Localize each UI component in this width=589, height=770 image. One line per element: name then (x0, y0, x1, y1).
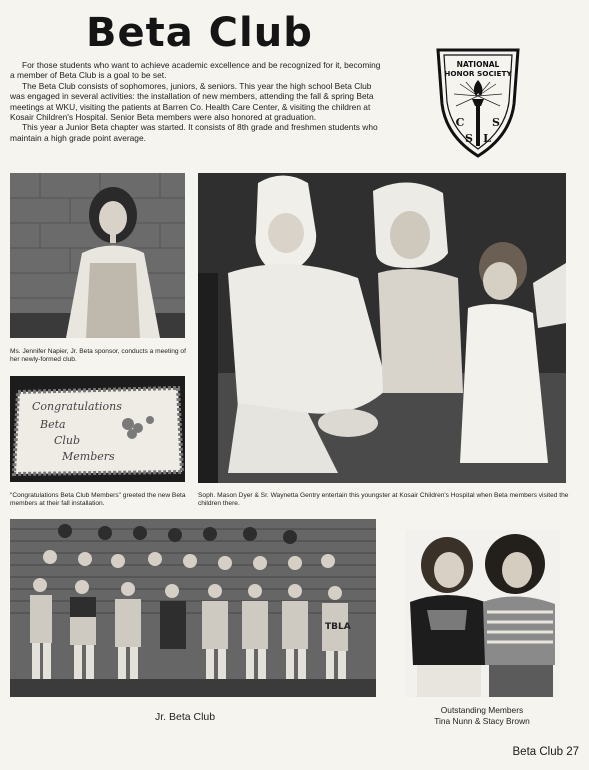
cake-text-1: Congratulations (32, 400, 122, 413)
page-title: Beta Club (86, 10, 313, 56)
emblem-line2: HONOR SOCIETY (444, 69, 512, 78)
cake-text-4: Members (62, 450, 115, 463)
cake-photo (10, 376, 185, 482)
cake-text-3: Club (54, 434, 81, 447)
hospital-caption: Soph. Mason Dyer & Sr. Waynetta Gentry entertain this youngster at Kosair Children's Hospital when Beta members visited the children there. (198, 492, 569, 508)
intro-paragraph-3: This year a Junior Beta chapter was started. It consists of 8th grade and freshmen students who maintain a high grade point average. (10, 122, 378, 143)
intro-paragraph-1: For those students who want to achieve academic excellence and be recognized for it, becoming a member of Beta Club is a goal to be set. (10, 60, 381, 81)
cake-text-2: Beta (40, 418, 66, 431)
intro-paragraph-2: The Beta Club consists of sophomores, juniors, & seniors. This year the high school Beta Club was engaged in several activities: the installation of new members, attending the fall & spring Beta meetings at WKU, visiting the patients at Barren Co. Health Care Center, & visiting the children at Kosair Children's Hospital. Senior Beta members were also honored at graduation. (10, 80, 374, 123)
outstanding-line2: Tina Nunn & Stacy Brown (434, 715, 530, 726)
emblem-letter-s2: S (492, 116, 500, 129)
outstanding-members-caption (402, 705, 562, 726)
emblem-line1: NATIONAL (456, 60, 500, 69)
cake-caption: "Congratulations Beta Club Members" greeted the new Beta members at their fall installation. (10, 492, 186, 508)
hospital-visit-photo (198, 173, 566, 483)
national-honor-society-emblem (430, 44, 526, 160)
sponsor-caption: Ms. Jennifer Napier, Jr. Beta sponsor, conducts a meeting of her newly-formed club. (10, 348, 186, 364)
sponsor-photo (10, 173, 185, 338)
shirt-text: TBLA (325, 622, 351, 632)
outstanding-members-photo (405, 530, 560, 697)
emblem-letter-l: L (483, 132, 491, 145)
page-folio: Beta Club 27 (512, 746, 579, 758)
jr-beta-club-group-photo (10, 519, 376, 697)
emblem-letter-c: C (455, 116, 465, 129)
outstanding-line1: Outstanding Members (440, 705, 524, 715)
intro-text (10, 60, 382, 143)
jr-beta-club-caption: Jr. Beta Club (155, 711, 216, 723)
emblem-letter-s1: S (465, 132, 473, 145)
